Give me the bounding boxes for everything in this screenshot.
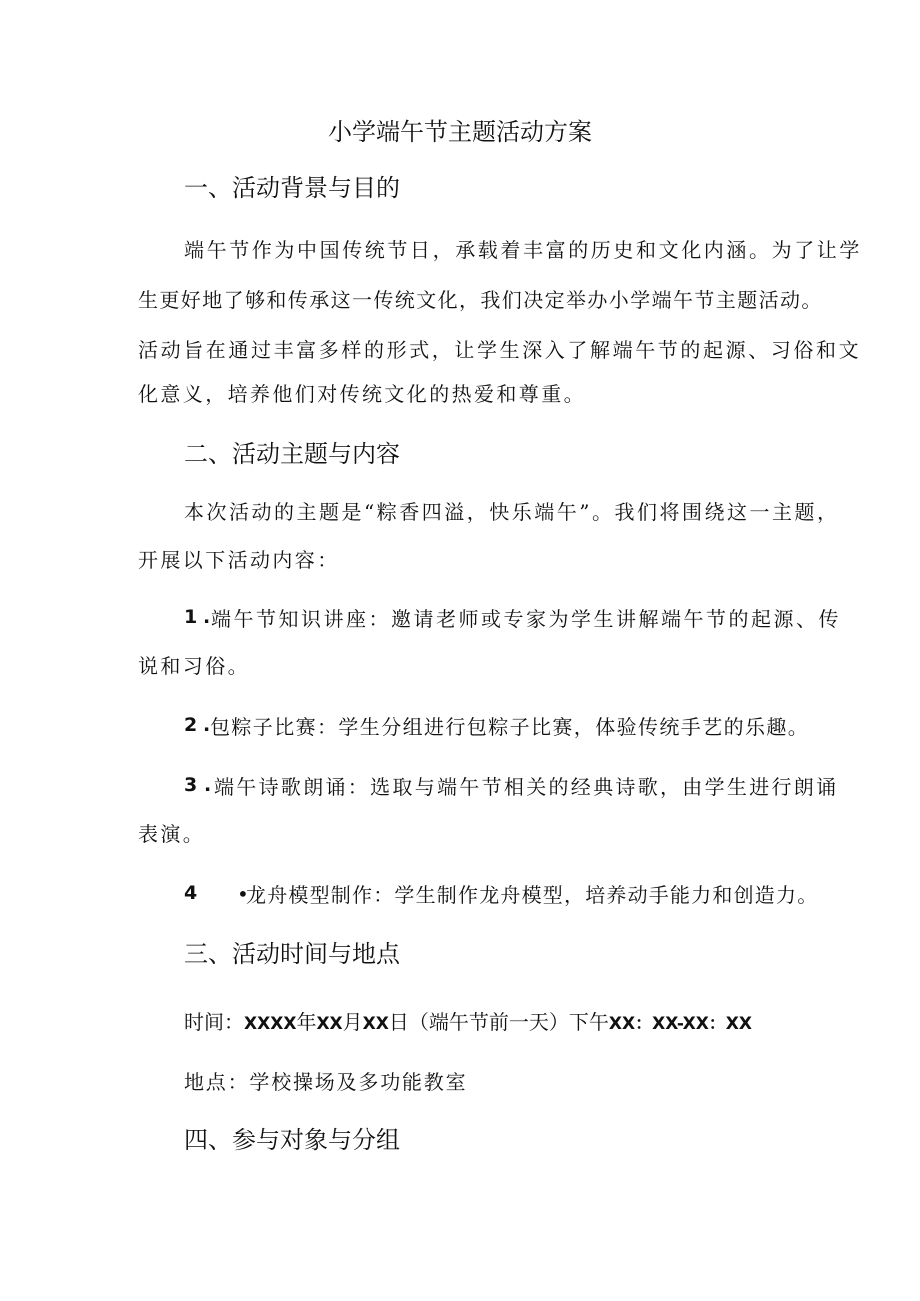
list-item-line: 端午诗歌朗诵：选取与端午节相关的经典诗歌，由学生进行朗诵	[214, 775, 839, 799]
list-separator: .	[204, 774, 212, 796]
list-item-line: 表演。	[138, 822, 206, 846]
paragraph-line: 生更好地了够和传承这一传统文化，我们决定举办小学端午节主题活动。	[138, 288, 823, 312]
time-range: XX：XX-XX：XX	[608, 1014, 753, 1034]
time-day-unit: 日（端午节前一天）下午	[388, 1010, 609, 1034]
list-number: 4	[184, 882, 198, 904]
time-year-unit: 年	[296, 1010, 317, 1034]
paragraph-line: 端午节作为中国传统节日，承载着丰富的历史和文化内涵。为了让学	[184, 238, 862, 262]
list-item-line: 包粽子比赛：学生分组进行包粽子比赛，体验传统手艺的乐趣。	[210, 715, 810, 739]
list-separator: .	[203, 606, 211, 628]
section-heading-3: 三、活动时间与地点	[184, 940, 400, 968]
time-line	[184, 1008, 752, 1038]
paragraph-line: 本次活动的主题是“粽香四溢，快乐端午”。我们将围绕这一主题，	[184, 500, 840, 524]
section-heading-4: 四、参与对象与分组	[184, 1126, 400, 1154]
paragraph-line: 活动旨在通过丰富多样的形式，让学生深入了解端午节的起源、习俗和文	[138, 338, 862, 362]
list-bullet: •	[237, 882, 249, 906]
time-year: XXXX	[244, 1014, 297, 1034]
list-item-line: 龙舟模型制作：学生制作龙舟模型，培养动手能力和创造力。	[246, 883, 819, 907]
section-heading-2: 二、活动主题与内容	[184, 440, 400, 468]
document-title: 小学端午节主题活动方案	[328, 118, 592, 146]
paragraph-line: 开展以下活动内容：	[138, 548, 340, 572]
time-day: XX	[362, 1014, 389, 1034]
list-separator: .	[203, 714, 211, 736]
list-number: 1	[184, 606, 198, 628]
section-heading-1: 一、活动背景与目的	[184, 174, 400, 202]
time-month: XX	[316, 1014, 343, 1034]
time-label: 时间：	[184, 1010, 244, 1034]
list-number: 3	[184, 774, 198, 796]
list-number: 2	[184, 714, 198, 736]
time-month-unit: 月	[342, 1010, 363, 1034]
list-item-line: 说和习俗。	[138, 654, 250, 678]
list-item-line: 端午节知识讲座：邀请老师或专家为学生讲解端午节的起源、传	[211, 607, 841, 631]
paragraph-line: 化意义，培养他们对传统文化的热爱和尊重。	[138, 382, 586, 406]
place-line: 地点：学校操场及多功能教室	[184, 1070, 468, 1094]
